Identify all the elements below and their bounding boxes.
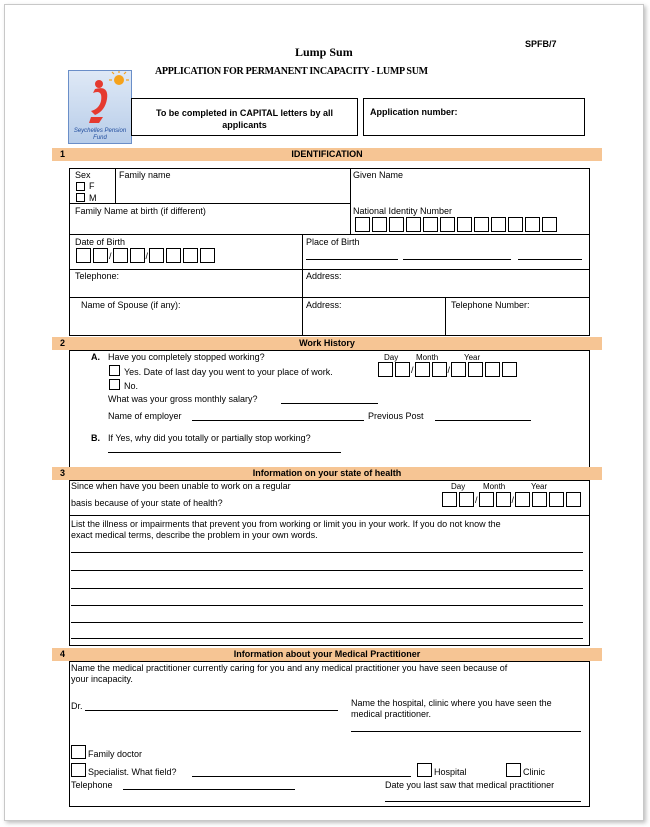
stopped-yes-checkbox[interactable]: [109, 365, 120, 376]
family-doctor-checkbox[interactable]: [71, 745, 86, 759]
form-page: [4, 4, 644, 821]
col-divider: [302, 234, 303, 336]
application-number-label: Application number:: [370, 107, 458, 117]
row-divider: [69, 269, 590, 270]
spouse-name-label: Name of Spouse (if any):: [81, 300, 181, 310]
logo-text: Seychelles Pension Fund: [73, 128, 127, 141]
specialist-label: Specialist. What field?: [88, 767, 177, 777]
health-month-label: Month: [483, 482, 506, 491]
salary-label: What was your gross monthly salary?: [108, 394, 258, 404]
illness-line[interactable]: [71, 622, 583, 623]
since-date-input[interactable]: / /: [442, 492, 583, 507]
clinic-checkbox[interactable]: [506, 763, 521, 777]
given-name-label: Given Name: [353, 170, 404, 180]
since-when-line-1: Since when have you been unable to work on a regular: [71, 481, 291, 491]
capital-letters-text: To be completed in CAPITAL letters by all applicants: [155, 108, 334, 130]
illness-line[interactable]: [71, 570, 583, 571]
question-a-text: Have you completely stopped working?: [108, 352, 265, 362]
illness-line[interactable]: [71, 638, 583, 639]
place-of-birth-line-1[interactable]: [306, 259, 398, 260]
previous-post-line[interactable]: [435, 420, 531, 421]
month-label: Month: [416, 353, 439, 362]
pension-fund-logo: [68, 70, 132, 144]
section-2-title: Work History: [299, 338, 355, 348]
nin-label: National Identity Number: [353, 206, 453, 216]
clinic-label: Clinic: [523, 767, 546, 777]
last-day-date-input[interactable]: / /: [378, 362, 519, 377]
year-label: Year: [464, 353, 481, 362]
sex-f-checkbox[interactable]: [76, 182, 85, 191]
question-b-text: If Yes, why did you totally or partially stop working?: [108, 433, 311, 443]
health-year-label: Year: [531, 482, 548, 491]
illness-instructions-line-1: List the illness or impairments that prevent you from working or limit you in your work. If you do not know the: [71, 519, 501, 529]
family-doctor-label: Family doctor: [88, 749, 143, 759]
place-of-birth-line-3[interactable]: [518, 259, 582, 260]
specialist-checkbox[interactable]: [71, 763, 86, 777]
practitioner-intro-line-1: Name the medical practitioner currently caring for you and any medical practitioner you have seen because of: [71, 663, 508, 673]
employer-line[interactable]: [192, 420, 364, 421]
section-4-header: [52, 648, 602, 661]
col-divider: [115, 168, 116, 204]
date-last-saw-label: Date you last saw that medical practitioner: [385, 780, 555, 790]
salary-line[interactable]: [281, 403, 378, 404]
section-2-header: [52, 337, 602, 350]
specialist-field-line[interactable]: [192, 776, 411, 777]
section-4-title: Information about your Medical Practitioner: [233, 649, 421, 659]
row-divider: [69, 297, 590, 298]
place-of-birth-line-2[interactable]: [403, 259, 511, 260]
section-1-title: IDENTIFICATION: [291, 149, 363, 159]
capital-letters-notice: [131, 98, 358, 136]
row-divider: [69, 515, 590, 516]
address-label: Address:: [306, 271, 342, 281]
sex-label: Sex: [75, 170, 91, 180]
col-divider: [350, 168, 351, 234]
question-b-label: B.: [91, 433, 100, 443]
section-1-header: [52, 148, 602, 161]
section-3-header: [52, 467, 602, 480]
illness-line[interactable]: [71, 588, 583, 589]
row-divider: [69, 203, 350, 204]
previous-post-label: Previous Post: [368, 411, 424, 421]
spouse-telephone-label: Telephone Number:: [451, 300, 530, 310]
since-when-line-2: basis because of your state of health?: [71, 498, 223, 508]
dr-label: Dr.: [71, 701, 83, 711]
dr-name-line[interactable]: [85, 710, 338, 711]
family-name-label: Family name: [119, 170, 171, 180]
place-of-birth-label: Place of Birth: [306, 237, 360, 247]
hospital-note-line-2: medical practitioner.: [351, 709, 432, 719]
question-a-label: A.: [91, 352, 100, 362]
illness-instructions-line-2: exact medical terms, describe the problem in your own words.: [71, 530, 318, 540]
illness-line[interactable]: [71, 552, 583, 553]
application-number-box[interactable]: [363, 98, 585, 136]
form-code: SPFB/7: [525, 39, 557, 49]
form-subtitle: APPLICATION FOR PERMANENT INCAPACITY - LUMP SUM: [155, 66, 428, 77]
practitioner-intro-line-2: your incapacity.: [71, 674, 133, 684]
date-last-saw-line[interactable]: [385, 801, 581, 802]
illness-line[interactable]: [71, 605, 583, 606]
section-1-number: 1: [60, 149, 66, 159]
day-label: Day: [384, 353, 399, 362]
health-day-label: Day: [451, 482, 466, 491]
sex-m-checkbox[interactable]: [76, 193, 85, 202]
sex-m-label: M: [89, 193, 97, 203]
spouse-address-label: Address:: [306, 300, 342, 310]
col-divider: [445, 297, 446, 336]
stopped-no-text: No.: [124, 381, 139, 391]
hospital-note-line-1: Name the hospital, clinic where you have seen the: [351, 698, 552, 708]
practitioner-telephone-line[interactable]: [123, 789, 295, 790]
row-divider: [69, 234, 590, 235]
telephone-label: Telephone:: [75, 271, 120, 281]
hospital-name-line[interactable]: [351, 731, 581, 732]
section-4-number: 4: [60, 649, 66, 659]
sex-f-label: F: [89, 181, 95, 191]
hospital-label: Hospital: [434, 767, 467, 777]
hospital-checkbox[interactable]: [417, 763, 432, 777]
employer-label: Name of employer: [108, 411, 182, 421]
stopped-yes-text: Yes. Date of last day you went to your place of work.: [124, 367, 333, 377]
section-3-number: 3: [60, 468, 66, 478]
practitioner-telephone-label: Telephone: [71, 780, 113, 790]
form-title: Lump Sum: [295, 45, 353, 59]
nin-input[interactable]: [355, 217, 559, 232]
family-name-birth-label: Family Name at birth (if different): [75, 206, 206, 216]
dob-input[interactable]: / /: [76, 248, 217, 263]
section-3-title: Information on your state of health: [252, 468, 402, 478]
section-2-number: 2: [60, 338, 66, 348]
dob-label: Date of Birth: [75, 237, 126, 247]
reason-line-1[interactable]: [108, 452, 341, 453]
stopped-no-checkbox[interactable]: [109, 379, 120, 390]
